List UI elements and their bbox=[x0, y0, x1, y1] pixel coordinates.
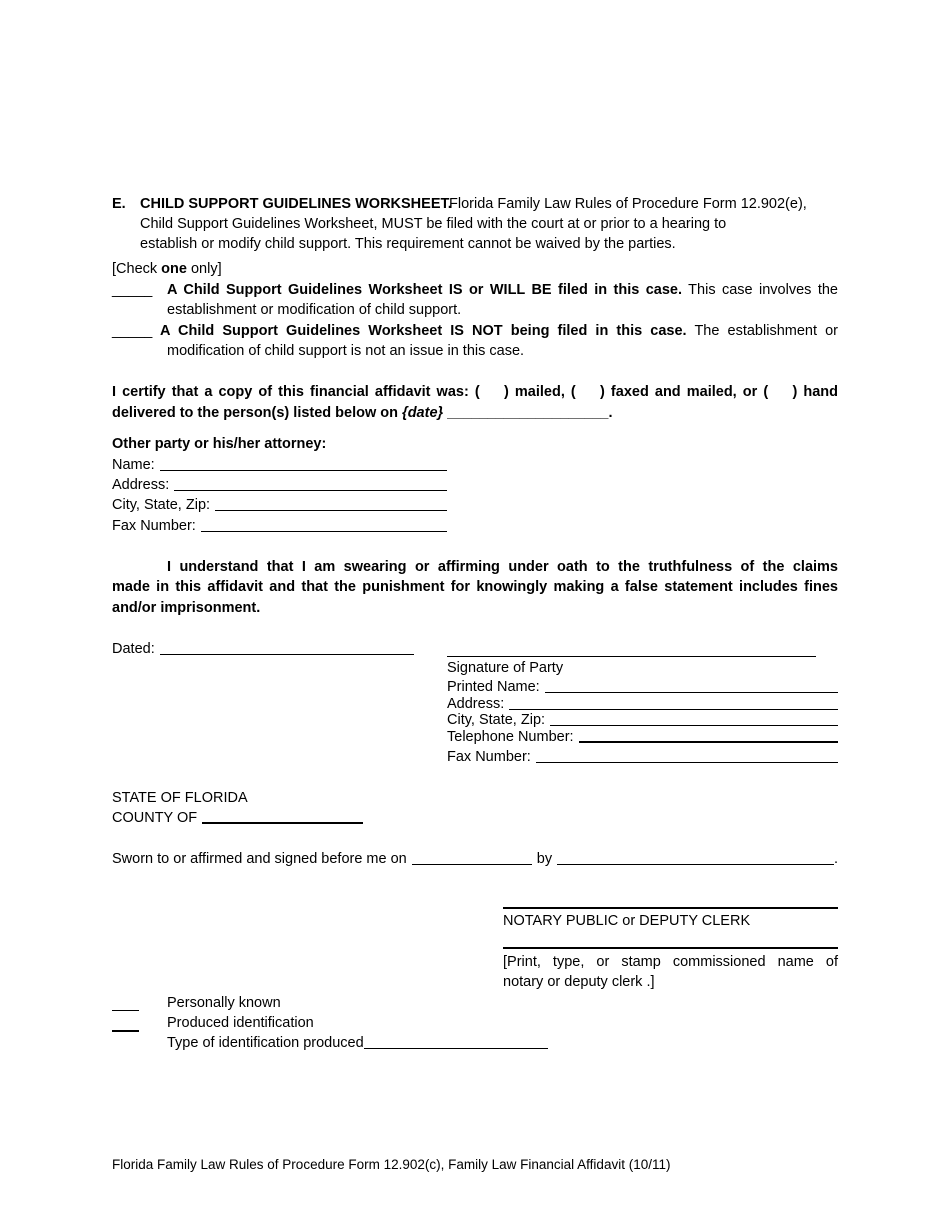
sworn-by: by bbox=[536, 851, 553, 867]
notary-note-line2: notary or deputy clerk .] bbox=[503, 974, 655, 990]
printed-name-field[interactable] bbox=[545, 692, 838, 693]
certify-date-blank[interactable]: ____________________. bbox=[443, 405, 613, 421]
sig-telephone-field[interactable] bbox=[579, 741, 838, 743]
oath-line1: I understand that I am swearing or affirming under oath to the truthfulness of the claims bbox=[167, 559, 838, 575]
id-type-field[interactable] bbox=[364, 1048, 548, 1049]
certify-line1: I certify that a copy of this financial affidavit was: ( ) mailed, ( ) faxed and mailed, or ( ) hand bbox=[112, 384, 838, 400]
other-party-name-field[interactable] bbox=[160, 470, 447, 471]
id-type-row: Type of identification produced bbox=[167, 1035, 548, 1052]
option-2-rest: The establishment or bbox=[694, 323, 838, 339]
dated-row: Dated: bbox=[112, 641, 414, 658]
option-2-line1 bbox=[160, 321, 838, 341]
section-e-line1-rest: Florida Family Law Rules of Procedure Form 12.902(e), bbox=[449, 196, 807, 212]
oath-line3: and/or imprisonment. bbox=[112, 600, 261, 616]
other-party-address-row: Address: bbox=[112, 477, 447, 494]
notary-title: NOTARY PUBLIC or DEPUTY CLERK bbox=[503, 913, 751, 929]
sig-address-field[interactable] bbox=[509, 709, 838, 710]
notary-note-line1: [Print, type, or stamp commissioned name of bbox=[503, 954, 838, 970]
other-party-name-row: Name: bbox=[112, 457, 447, 474]
other-party-heading: Other party or his/her attorney: bbox=[112, 436, 327, 452]
signature-line[interactable] bbox=[447, 656, 816, 657]
notary-signature-line[interactable] bbox=[503, 907, 838, 909]
other-party-address-field[interactable] bbox=[174, 490, 447, 491]
section-e-line2: Child Support Guidelines Worksheet, MUST be filed with the court at or prior to a hearing to bbox=[140, 216, 727, 232]
county-row: COUNTY OF bbox=[112, 810, 363, 827]
sworn-row bbox=[112, 851, 838, 868]
personally-known-label: Personally known bbox=[167, 995, 281, 1011]
option-1-bold: A Child Support Guidelines Worksheet IS or WILL BE filed in this case. bbox=[167, 282, 683, 298]
signature-caption: Signature of Party bbox=[447, 660, 564, 676]
county-field[interactable] bbox=[202, 822, 363, 824]
sig-city-field[interactable] bbox=[550, 725, 838, 726]
option-2-bold: A Child Support Guidelines Worksheet IS NOT being filed in this case. bbox=[160, 323, 687, 339]
certify-line2: delivered to the person(s) listed below on {date} ____________________. bbox=[112, 405, 613, 421]
sig-city-row: City, State, Zip: bbox=[447, 712, 838, 729]
sig-address-row: Address: bbox=[447, 696, 838, 713]
other-party-fax-field[interactable] bbox=[201, 531, 447, 532]
oath-line2: made in this affidavit and that the punishment for knowingly making a false statement includes fines bbox=[112, 579, 838, 595]
check-instruction: [Check one only] bbox=[112, 261, 222, 277]
other-party-city-row: City, State, Zip: bbox=[112, 497, 447, 514]
personally-known-checkbox[interactable] bbox=[112, 1010, 139, 1011]
section-e-line3: establish or modify child support. This requirement cannot be waived by the parties. bbox=[140, 236, 676, 252]
sworn-period: . bbox=[833, 851, 838, 867]
sig-fax-field[interactable] bbox=[536, 762, 838, 763]
section-e-line1 bbox=[112, 194, 807, 214]
produced-id-label: Produced identification bbox=[167, 1015, 314, 1031]
other-party-fax-row: Fax Number: bbox=[112, 518, 447, 535]
footer: Florida Family Law Rules of Procedure Form 12.902(c), Family Law Financial Affidavit (10/11) bbox=[112, 1157, 671, 1172]
other-party-city-field[interactable] bbox=[215, 510, 447, 511]
produced-id-checkbox[interactable] bbox=[112, 1030, 139, 1032]
option-1-line2: establishment or modification of child support. bbox=[167, 302, 462, 318]
date-label: {date} bbox=[402, 405, 444, 421]
option-2-blank[interactable]: _____ bbox=[112, 323, 153, 339]
section-e-letter: E. bbox=[112, 196, 126, 212]
option-1-blank[interactable]: _____ bbox=[112, 282, 153, 298]
sworn-date-field[interactable] bbox=[412, 864, 532, 865]
notary-name-line[interactable] bbox=[503, 947, 838, 949]
option-1-line1 bbox=[167, 280, 838, 300]
printed-name-row: Printed Name: bbox=[447, 679, 838, 696]
sig-telephone-row: Telephone Number: bbox=[447, 729, 838, 746]
sworn-by-field[interactable] bbox=[557, 864, 834, 865]
sworn-prefix: Sworn to or affirmed and signed before me on bbox=[112, 851, 407, 867]
section-e-heading: CHILD SUPPORT GUIDELINES WORKSHEET. bbox=[140, 196, 452, 212]
option-2-line2: modification of child support is not an issue in this case. bbox=[167, 343, 525, 359]
state-label: STATE OF FLORIDA bbox=[112, 790, 248, 806]
sig-fax-row: Fax Number: bbox=[447, 749, 838, 766]
dated-field[interactable] bbox=[160, 654, 414, 655]
option-1-rest: This case involves the bbox=[688, 282, 838, 298]
